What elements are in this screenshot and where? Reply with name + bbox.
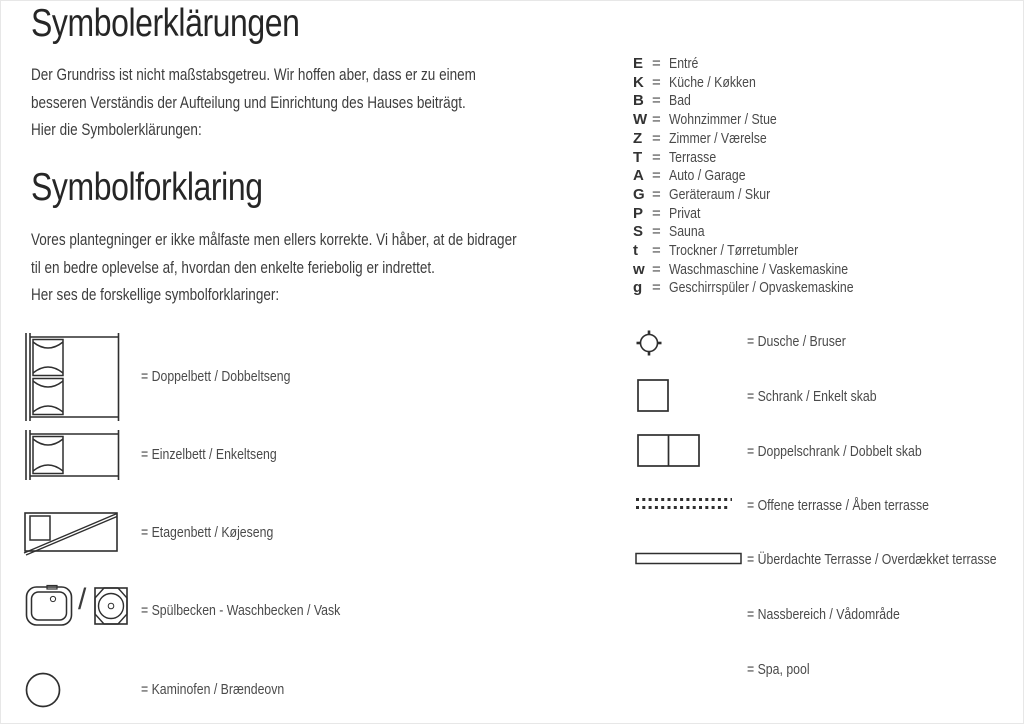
covered-terrace-label: = Überdachte Terrasse / Overdækket terrasse xyxy=(747,551,997,568)
abbr-row-trockner xyxy=(633,242,894,261)
abbreviation-list xyxy=(633,55,894,298)
equals-sign: = xyxy=(652,260,661,278)
abbr-key: B xyxy=(633,92,644,110)
single-bed-label: = Einzelbett / Enkeltseng xyxy=(141,446,277,463)
double-cabinet-label: = Doppelschrank / Dobbelt skab xyxy=(747,443,922,460)
abbr-label: Geschirrspüler / Opvaskemaskine xyxy=(669,279,854,297)
double-bed-icon xyxy=(21,332,123,422)
danish-intro-line1: Vores plantegninger er ikke målfaste men ellers korrekte. Vi håber, at de bidrager xyxy=(31,231,517,249)
single-cabinet-icon xyxy=(637,379,670,413)
german-intro-line1: Der Grundriss ist nicht maßstabsgetreu. Wir hoffen aber, dass er zu einem xyxy=(31,66,476,84)
abbr-row-geschirrspueler xyxy=(633,279,894,298)
wet-area-icon xyxy=(641,597,669,629)
equals-sign: = xyxy=(652,223,661,241)
shower-icon xyxy=(634,328,664,358)
bunk-bed-label: = Etagenbett / Køjeseng xyxy=(141,524,274,541)
danish-intro-line3: Her ses de forskellige symbolforklaringer: xyxy=(31,286,280,304)
equals-sign: = xyxy=(652,92,661,110)
spa-pool-label: = Spa, pool xyxy=(747,661,810,678)
single-cabinet-label: = Schrank / Enkelt skab xyxy=(747,388,877,405)
abbr-key: A xyxy=(633,167,644,185)
bunk-bed-icon xyxy=(23,508,121,556)
shower-label: = Dusche / Bruser xyxy=(747,333,846,350)
covered-terrace-icon xyxy=(635,552,743,566)
danish-title: Symbolforklaring xyxy=(31,166,263,209)
equals-sign: = xyxy=(652,111,661,129)
abbr-key: w xyxy=(633,260,645,278)
danish-intro-line2: til en bedre oplevelse af, hvordan den enkelte feriebolig er indrettet. xyxy=(31,258,435,277)
washbasin-icon xyxy=(93,584,131,628)
kitchen-sink-icon xyxy=(25,584,73,628)
abbr-row-kueche xyxy=(633,74,894,93)
abbr-key: g xyxy=(633,279,643,297)
wet-area-label: = Nassbereich / Vådområde xyxy=(747,606,900,623)
abbr-row-waschmaschine xyxy=(633,261,894,280)
abbr-key: S xyxy=(633,223,644,241)
german-intro xyxy=(31,62,574,145)
equals-sign: = xyxy=(652,73,661,91)
abbr-label: Sauna xyxy=(669,223,705,241)
abbr-label: Bad xyxy=(669,92,691,110)
abbr-row-wohnzimmer xyxy=(633,111,894,130)
open-terrace-icon xyxy=(635,496,735,512)
equals-sign: = xyxy=(652,129,661,147)
abbr-key: K xyxy=(633,73,644,91)
abbr-key: P xyxy=(633,204,644,222)
open-terrace-label: = Offene terrasse / Åben terrasse xyxy=(747,497,929,514)
single-bed-icon xyxy=(21,429,123,481)
abbr-key: G xyxy=(633,185,645,203)
abbr-label: Auto / Garage xyxy=(669,167,746,185)
double-bed-label: = Doppelbett / Dobbeltseng xyxy=(141,368,291,385)
equals-sign: = xyxy=(652,279,661,297)
abbr-key: E xyxy=(633,55,644,72)
abbr-label: Privat xyxy=(669,204,701,222)
abbr-row-auto xyxy=(633,167,894,186)
abbr-row-zimmer xyxy=(633,130,894,149)
equals-sign: = xyxy=(652,167,661,185)
equals-sign: = xyxy=(652,55,661,72)
abbr-row-sauna xyxy=(633,223,894,242)
abbr-label: Wohnzimmer / Stue xyxy=(669,111,777,129)
abbr-label: Küche / Køkken xyxy=(669,73,756,91)
abbr-row-geraeteraum xyxy=(633,186,894,205)
abbr-label: Waschmaschine / Vaskemaskine xyxy=(669,260,849,278)
abbr-row-bad xyxy=(633,92,894,111)
abbr-label: Terrasse xyxy=(669,148,717,166)
abbr-label: Geräteraum / Skur xyxy=(669,185,771,203)
abbr-key: T xyxy=(633,148,643,166)
wood-stove-label: = Kaminofen / Brændeovn xyxy=(141,681,285,698)
danish-intro xyxy=(31,227,623,310)
slash-separator: / xyxy=(78,583,87,616)
equals-sign: = xyxy=(652,148,661,166)
double-cabinet-icon xyxy=(637,434,701,468)
german-title: Symbolerklärungen xyxy=(31,2,300,45)
wood-stove-icon xyxy=(25,672,63,710)
abbr-label: Zimmer / Værelse xyxy=(669,129,767,147)
abbr-row-entre xyxy=(633,55,894,74)
abbr-label: Entré xyxy=(669,55,699,72)
abbr-key: W xyxy=(633,111,648,129)
german-intro-line3: Hier die Symbolerklärungen: xyxy=(31,121,202,139)
abbr-row-privat xyxy=(633,205,894,224)
equals-sign: = xyxy=(652,185,661,203)
sink-washbasin-label: = Spülbecken - Waschbecken / Vask xyxy=(141,602,341,619)
abbr-key: Z xyxy=(633,129,643,147)
abbr-key: t xyxy=(633,242,638,260)
german-intro-line2: besseren Verständis der Aufteilung und Einrichtung des Hauses beiträgt. xyxy=(31,93,466,112)
spa-pool-icon xyxy=(641,652,669,684)
abbr-row-terrasse xyxy=(633,149,894,168)
equals-sign: = xyxy=(652,204,661,222)
equals-sign: = xyxy=(652,242,661,260)
abbr-label: Trockner / Tørretumbler xyxy=(669,242,799,260)
